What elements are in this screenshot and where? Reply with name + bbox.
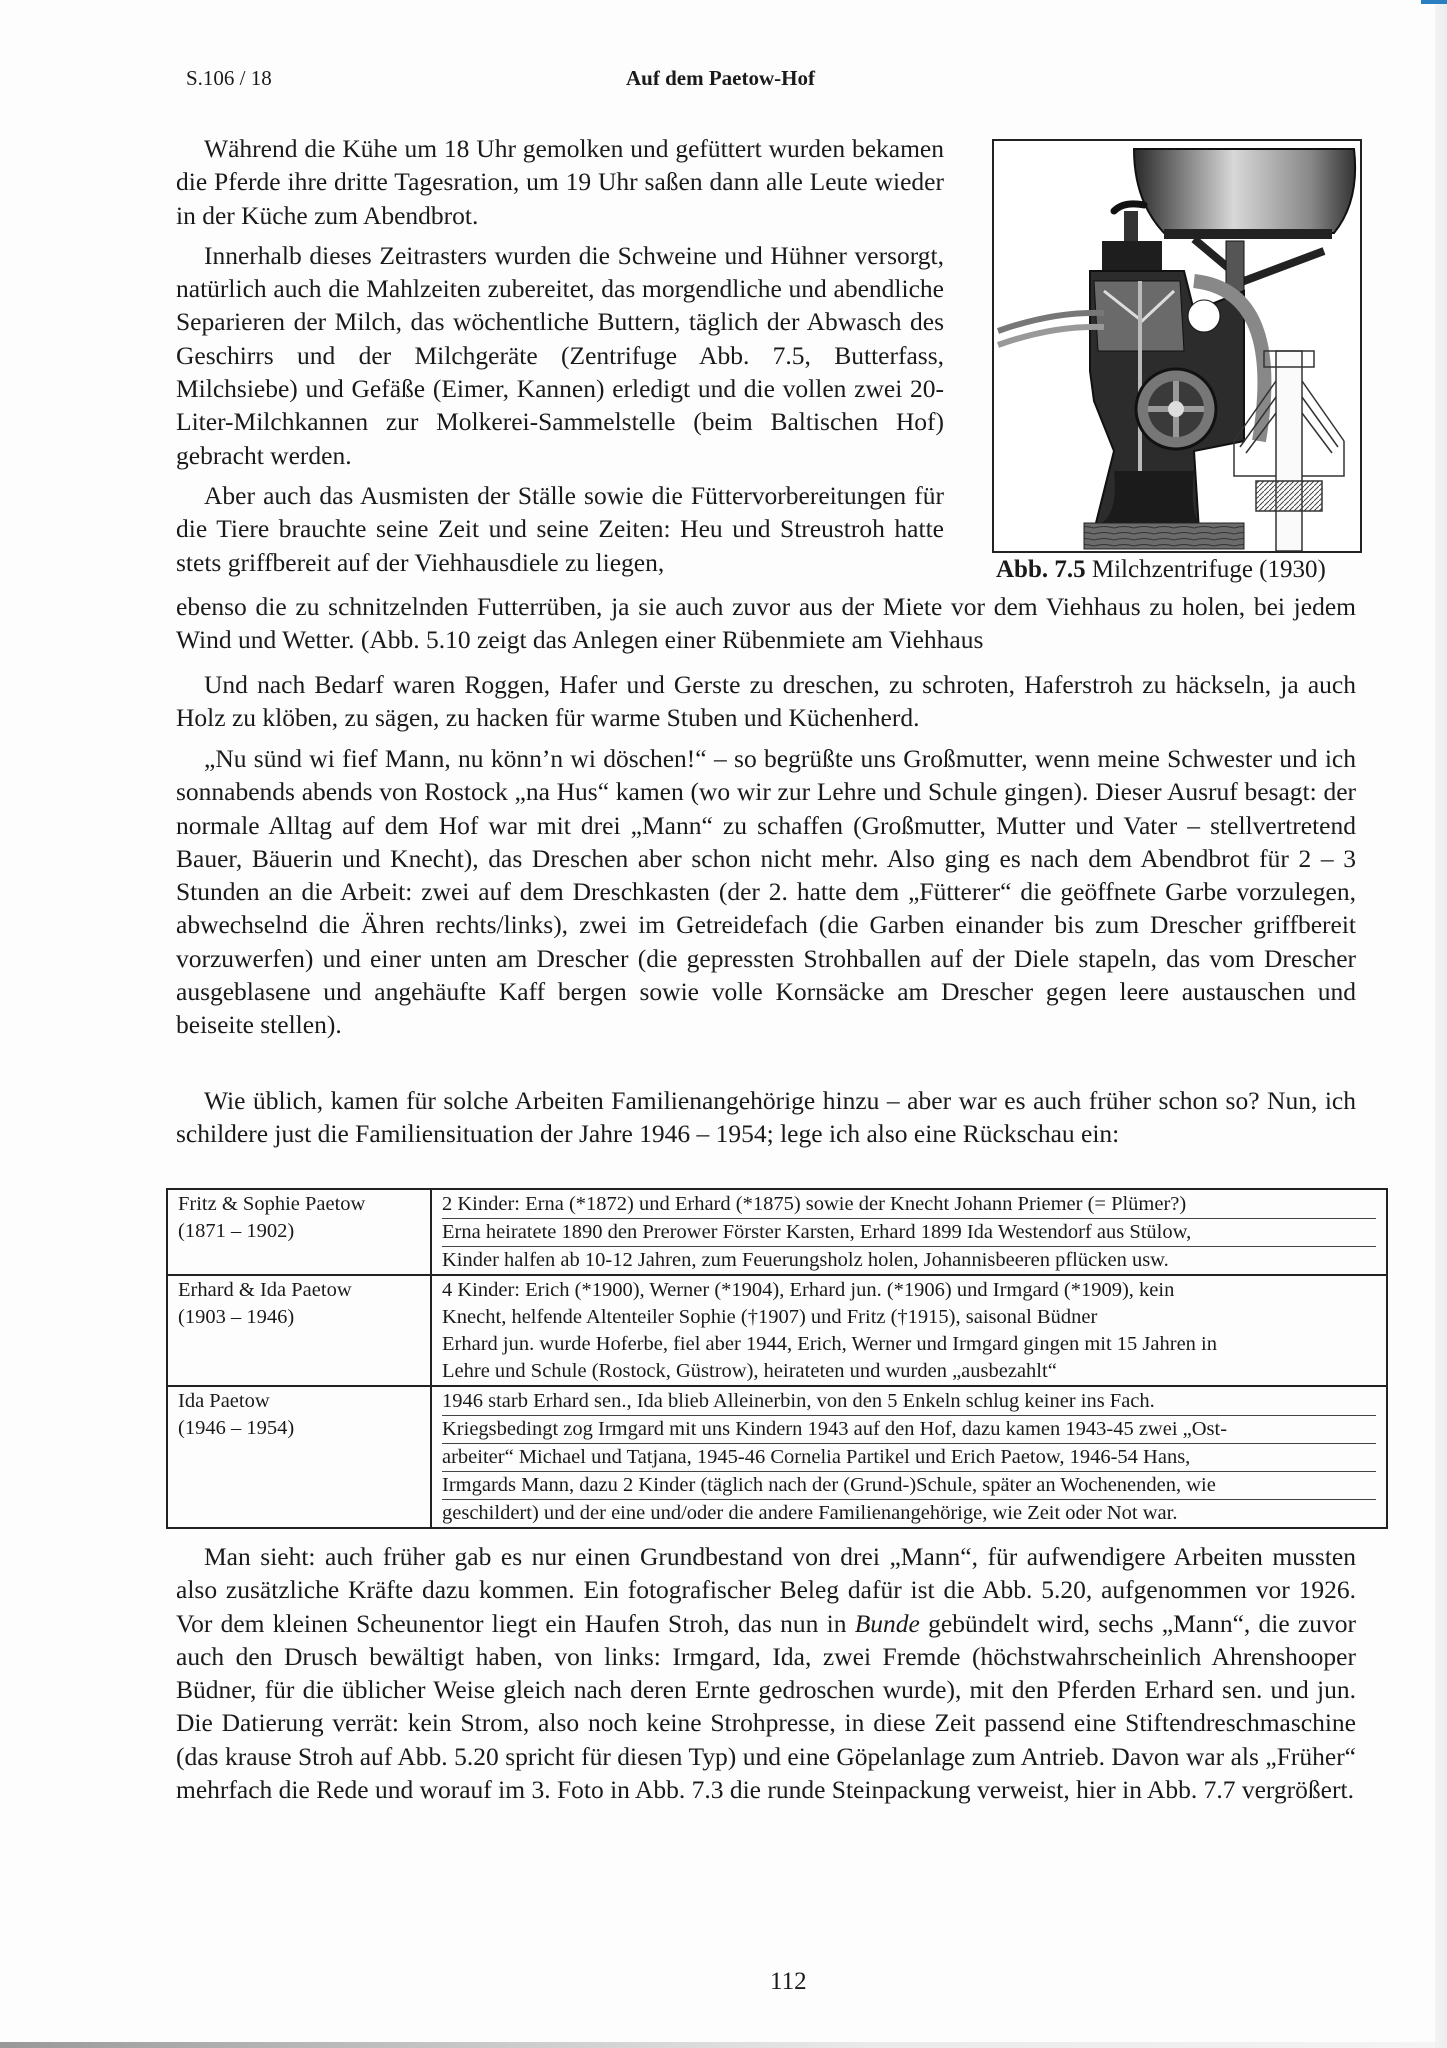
paragraph-family-helpers: Wie üblich, kamen für solche Arbeiten Familienangehörige hinzu – aber war es auch früher schon so? Nun, ich schildere just die Familiensituation der Jahre 1946 – 1954; lege ich also eine Rückschau ein:	[176, 1086, 1356, 1149]
generation-years: (1871 – 1902)	[178, 1220, 295, 1242]
family-detail-line: geschildert) und der eine und/oder die andere Familienangehörige, wie Zeit oder Not war.	[442, 1502, 1178, 1524]
paragraph-threshing-needs: Und nach Bedarf waren Roggen, Hafer und Gerste zu dreschen, zu schroten, Haferstroh zu häckseln, ja auch Holz zu klöben, zu sägen, zu hacken für warme Stuben und Küchenherd.	[176, 670, 1356, 733]
paragraph-mucking-out: Aber auch das Ausmisten der Ställe sowie die Füttervorbereitungen für die Tiere brauchte seine Zeit und seine Zeiten: Heu und Streustroh hatte stets griffbereit auf der Viehhausdiele zu liegen,	[176, 480, 944, 577]
scan-edge	[1435, 0, 1447, 2048]
paragraph-man-sieht-part1: Man sieht: auch früher gab es nur einen Grundbestand von drei „Mann“, für aufwendigere Arbeiten mussten also zusätzliche Kräfte dazu kommen. Ein fotografischer Beleg dafür ist die Abb. 5.20, aufgenommen vor 1926. Vor dem kleinen Scheunentor liegt ein Haufen Stroh, das nun in	[176, 1542, 1356, 1638]
milk-centrifuge-illustration-icon	[994, 141, 1360, 551]
family-details-cell	[431, 1189, 1387, 1275]
paragraph-evening-routine: Während die Kühe um 18 Uhr gemolken und gefüttert wurden bekamen die Pferde ihre dritte Tagesration, um 19 Uhr saßen dann alle Leute wieder in der Küche zum Abendbrot.	[176, 134, 944, 230]
family-detail-line: 1946 starb Erhard sen., Ida blieb Alleinerbin, von den 5 Enkeln schlug keiner ins Fach.	[442, 1388, 1376, 1416]
family-detail-line: Kriegsbedingt zog Irmgard mit uns Kindern 1943 auf den Hof, dazu kamen 1943-45 zwei „Ost-	[442, 1416, 1376, 1444]
family-detail-line: Erna heiratete 1890 den Prerower Förster Karsten, Erhard 1899 Ida Westendorf aus Stülow,	[442, 1219, 1376, 1247]
family-details-cell	[431, 1275, 1387, 1386]
figure-caption	[996, 556, 1326, 584]
figure-label: Abb. 7.5	[996, 556, 1086, 583]
scan-bottom-shadow	[0, 2042, 1447, 2048]
generation-years: (1946 – 1954)	[178, 1417, 295, 1439]
family-detail-line: arbeiter“ Michael und Tatjana, 1945-46 Cornelia Partikel und Erich Paetow, 1946-54 Hans,	[442, 1444, 1376, 1472]
family-detail-line: Knecht, helfende Altenteiler Sophie (†1907) und Fritz (†1915), saisonal Büdner	[442, 1306, 1098, 1328]
paragraph-man-sieht	[176, 1540, 1356, 1806]
family-detail-line: 2 Kinder: Erna (*1872) und Erhard (*1875) sowie der Knecht Johann Priemer (= Plümer?)	[442, 1191, 1376, 1219]
family-detail-line: Irmgards Mann, dazu 2 Kinder (täglich nach der (Grund-)Schule, später an Wochenenden, wie	[442, 1472, 1376, 1500]
figure-caption-text: Milchzentrifuge (1930)	[1091, 556, 1326, 583]
family-generation-cell	[167, 1189, 431, 1275]
family-generation-cell	[167, 1275, 431, 1386]
generation-names: Fritz & Sophie Paetow	[178, 1193, 366, 1215]
column-text	[176, 132, 944, 579]
family-detail-line: Erhard jun. wurde Hoferbe, fiel aber 1944, Erich, Werner und Irmgard gingen mit 15 Jahren in	[442, 1333, 1218, 1355]
family-detail-line: 4 Kinder: Erich (*1900), Werner (*1904), Erhard jun. (*1906) und Irmgard (*1909), kein	[442, 1279, 1175, 1301]
family-table-row	[167, 1189, 1387, 1275]
family-table	[166, 1188, 1388, 1529]
paragraph-grandmother-quote: „Nu sünd wi fief Mann, nu könn’n wi döschen!“ – so begrüßte uns Großmutter, wenn meine Schwester und ich sonnabends abends von Rostock „na Hus“ kamen (wo wir zur Lehre und Schule gingen). Dieser Ausruf besagt: der normale Alltag auf dem Hof war mit drei „Mann“ zu schaffen (Großmutter, Mutter und Vater – stellvertretend Bauer, Bäuerin und Knecht), das Dreschen aber schon nicht mehr. Also ging es nach dem Abendbrot für 2 – 3 Stunden an die Arbeit: zwei auf dem Dreschkasten (der 2. hatte dem „Fütterer“ die geöffnete Garbe vorzulegen, abwechselnd die Ähren rechts/links), zwei im Getreidefach (die Garben einander bis zum Drescher griffbereit vorzuwerfen) und einer unten am Drescher (die gepressten Strohballen auf der Diele stapeln, das vom Drescher ausgeblasene und angehäufte Kaff bergen sowie volle Kornsäcke am Drescher gegen leere austauschen und beiseite stellen).	[176, 744, 1356, 1040]
page-title: Auf dem Paetow-Hof	[626, 66, 815, 90]
scan-edge-accent	[1421, 0, 1447, 4]
paragraph-man-sieht-part2: gebündelt wird, sechs „Mann“, die zuvor auch den Drusch bewältigt haben, von links: Irmgard, Ida, zwei Fremde (höchstwahrscheinlich Ahrenshooper Büdner, für die üblicher Weise gleich nach deren Ernte gedroschen wurde), mit den Pferden Erhard sen. und jun. Die Datierung verrät: kein Strom, also noch keine Strohpresse, in diese Zeit passend eine Stiftendreschmaschine (das krause Stroh auf Abb. 5.20 spricht für diesen Typ) und eine Göpelanlage zum Antrieb. Davon war als „Früher“ mehrfach die Rede und worauf im 3. Foto in Abb. 7.3 die runde Steinpackung verweist, hier in Abb. 7.7 vergrößert.	[176, 1608, 1356, 1805]
page-reference: S.106 / 18	[186, 66, 272, 90]
family-table-row	[167, 1275, 1387, 1386]
generation-names: Ida Paetow	[178, 1390, 270, 1412]
generation-names: Erhard & Ida Paetow	[178, 1279, 352, 1301]
page-number: 112	[770, 1968, 807, 1995]
page-header	[186, 66, 1357, 96]
family-details-cell	[431, 1386, 1387, 1528]
paragraph-continuation: ebenso die zu schnitzelnden Futterrüben, ja sie auch zuvor aus der Miete vor dem Viehhaus zu holen, bei jedem Wind und Wetter. (Abb. 5.10 zeigt das Anlegen einer Rübenmiete am Viehhaus	[176, 592, 1356, 655]
family-generation-cell	[167, 1386, 431, 1528]
generation-years: (1903 – 1946)	[178, 1306, 295, 1328]
family-detail-line: Kinder halfen ab 10-12 Jahren, zum Feuerungsholz holen, Johannisbeeren pflücken usw.	[442, 1249, 1169, 1271]
family-detail-line: Lehre und Schule (Rostock, Güstrow), heirateten und wurden „ausbezahlt“	[442, 1360, 1057, 1382]
figure-milk-centrifuge	[992, 139, 1362, 553]
family-table-row	[167, 1386, 1387, 1528]
paragraph-time-grid: Innerhalb dieses Zeitrasters wurden die Schweine und Hühner versorgt, natürlich auch die Mahlzeiten zubereitet, das morgendliche und abendliche Separieren der Milch, das wöchentliche Buttern, täglich der Abwasch des Geschirrs und der Milchgeräte (Zentrifuge Abb. 7.5, Butterfass, Milchsiebe) und Gefäße (Eimer, Kannen) erledigt und die vollen zwei 20-Liter-Milchkannen zur Molkerei-Sammelstelle (beim Baltischen Hof) gebracht werden.	[176, 240, 944, 470]
term-bunde: Bunde	[854, 1608, 920, 1638]
